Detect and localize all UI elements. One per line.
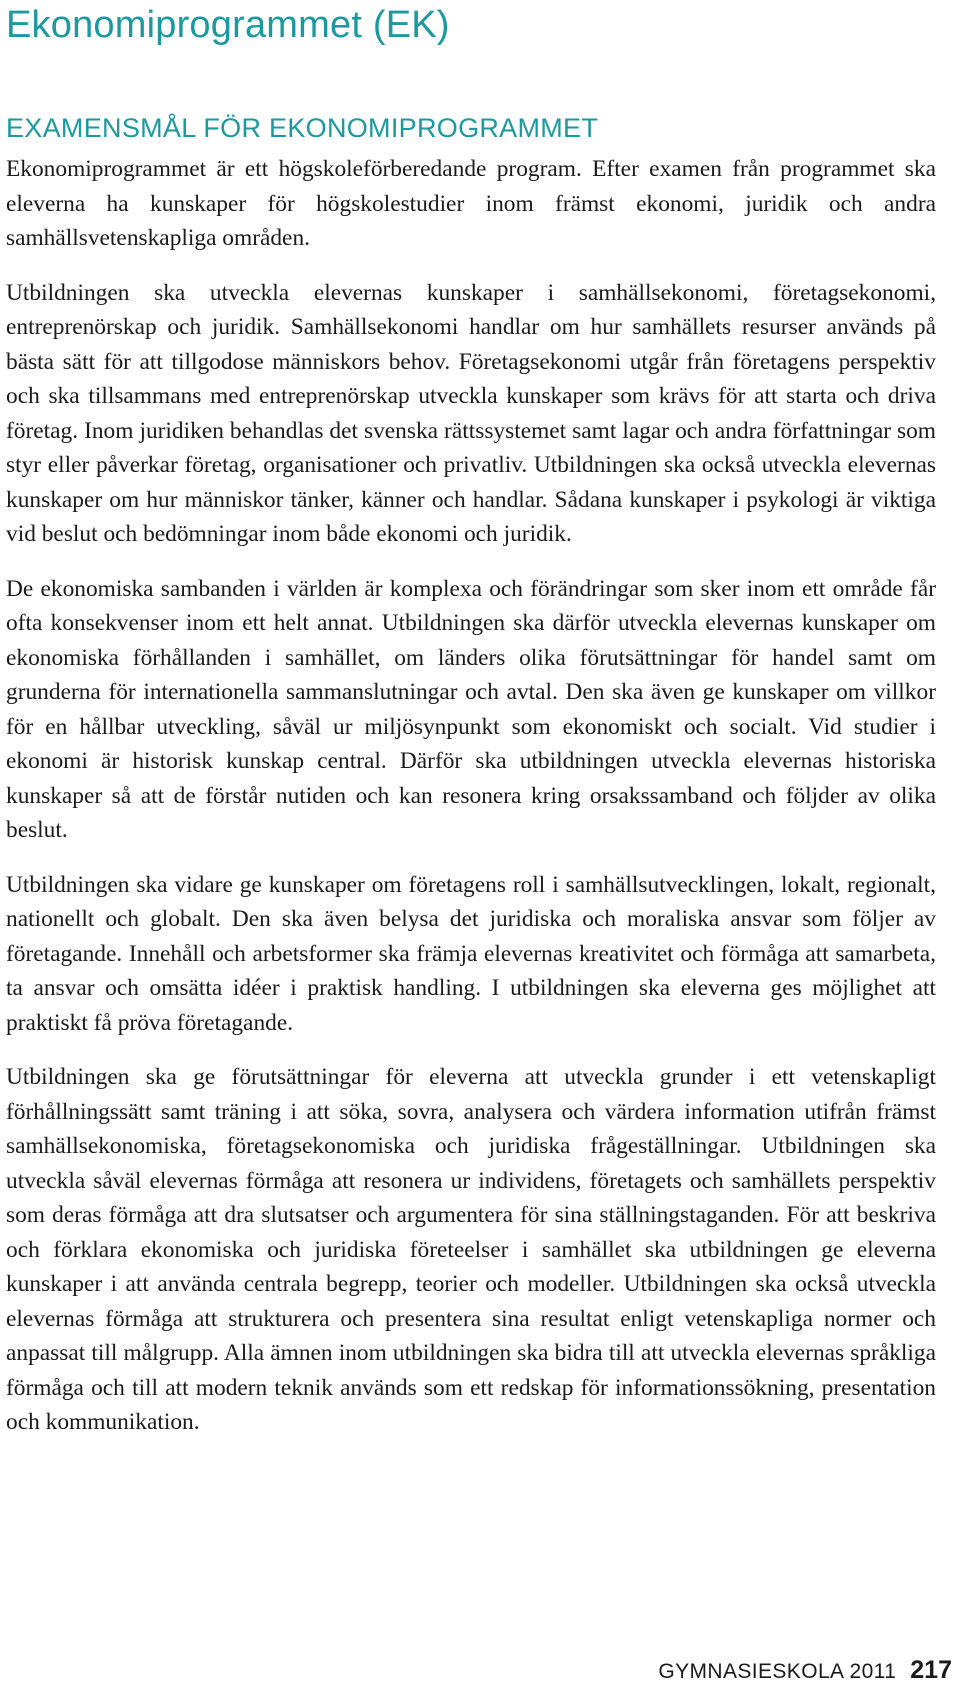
paragraph-business: Utbildningen ska vidare ge kunskaper om företagens roll i samhällsutvecklingen, lokalt, regionalt, nationellt och globalt. Den ska även belysa det juridiska och moraliska ansvar som följer av företagande. Innehåll och arbetsformer ska främja elevernas kreativitet och förmåga att samarbeta, ta ansvar och omsätta idéer i praktisk handling. I utbildningen ska eleverna ges möjlighet att praktiskt få pröva företagande. bbox=[6, 871, 936, 1036]
paragraph-subjects: Utbildningen ska utveckla elevernas kunskaper i samhällsekonomi, företagsekonomi, entreprenörskap och juridik. Samhällsekonomi handlar om hur samhällets resurser används på bästa sätt för att tillgodose människors behov. Företagsekonomi utgår från företagens perspektiv och ska tillsammans med entreprenörskap utveckla kunskaper som krävs för att starta och driva företag. Inom juridiken behandlas det svenska rättssystemet samt lagar och andra författningar som styr eller påverkar företag, organisationer och privatliv. Utbildningen ska också utveckla elevernas kunskaper om hur människor tänker, känner och handlar. Sådana kunskaper i psykologi är viktiga vid beslut och bedömningar inom både ekonomi och juridik. bbox=[6, 279, 936, 547]
page-footer bbox=[658, 1656, 952, 1685]
document-page bbox=[6, 0, 936, 1460]
footer-label: GYMNASIESKOLA 2011 bbox=[658, 1660, 897, 1683]
document-title: Ekonomiprogrammet (EK) bbox=[6, 4, 450, 46]
page-number: 217 bbox=[910, 1656, 952, 1684]
paragraph-scientific: Utbildningen ska ge förutsättningar för eleverna att utveckla grunder i ett vetenskapligt förhållningssätt samt träning i att söka, sovra, analysera och värdera information utifrån främst samhällsekonomiska, företagsekonomiska och juridiska frågeställningar. Utbildningen ska utveckla såväl elevernas förmåga att resonera ur individens, företagets och samhällets perspektiv som deras förmåga att dra slutsatser och argumentera för sina ställningstaganden. För att beskriva och förklara ekonomiska och juridiska företeelser i samhället ska utbildningen ge eleverna kunskaper i att använda centrala begrepp, teorier och modeller. Utbildningen ska också utveckla elevernas förmåga att strukturera och presentera sina resultat enligt vetenskapliga normer och anpassat till målgrupp. Alla ämnen inom utbildningen ska bidra till att utveckla elevernas språkliga förmåga och till att modern teknik används som ett redskap för informationssökning, presentation och kommunikation. bbox=[6, 1064, 936, 1435]
paragraph-intro: Ekonomiprogrammet är ett högskoleförberedande program. Efter examen från programmet ska eleverna ha kunskaper för högskolestudier inom främst ekonomi, juridik och andra samhällsvetenskapliga områden. bbox=[6, 156, 936, 251]
section-heading: EXAMENSMÅL FÖR EKONOMIPROGRAMMET bbox=[6, 113, 599, 143]
paragraph-economics: De ekonomiska sambanden i världen är komplexa och förändringar som sker inom ett område får ofta konsekvenser inom ett helt annat. Utbildningen ska därför utveckla elevernas kunskaper om ekonomiska förhållanden i samhället, om länders olika förutsättningar för handel samt om grunderna för internationella sammanslutningar och avtal. Den ska även ge kunskaper om villkor för en hållbar utveckling, såväl ur miljösynpunkt som ekonomiskt och socialt. Vid studier i ekonomi är historisk kunskap central. Därför ska utbildningen utveckla elevernas historiska kunskaper så att de förstår nutiden och kan resonera kring orsakssamband och följder av olika beslut. bbox=[6, 575, 936, 843]
